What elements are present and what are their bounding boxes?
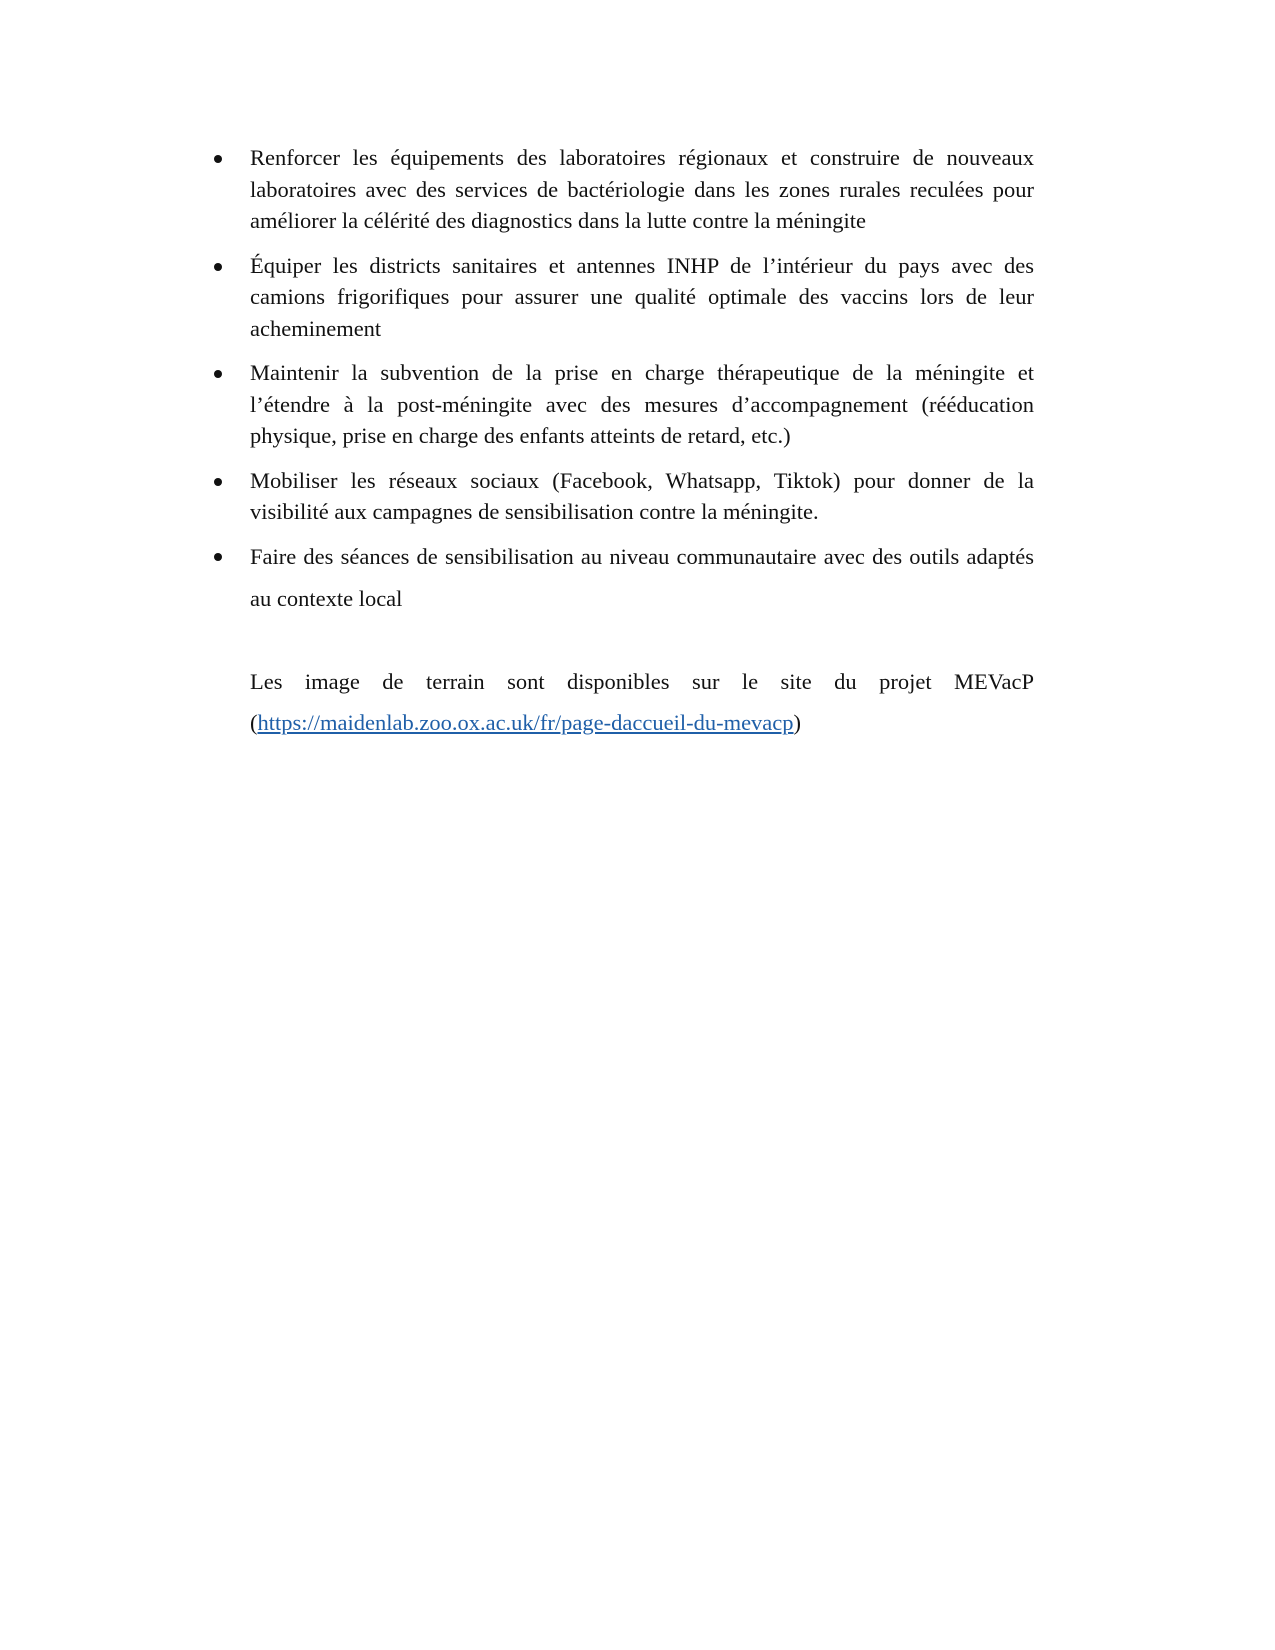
bullet-icon: [214, 155, 222, 163]
list-item-text: Renforcer les équipements des laboratoires régionaux et construire de nouveaux laboratoires avec des services de bactériologie dans les zones rurales reculées pour améliorer la célérité des diagnostics dans la lutte contre la méningite: [250, 145, 1034, 233]
bullet-icon: [214, 553, 222, 561]
closing-paragraph: [250, 661, 1034, 743]
list-item: [214, 142, 1034, 237]
list-item: [214, 536, 1034, 620]
list-item: [214, 357, 1034, 452]
project-site-link[interactable]: https://maidenlab.zoo.ox.ac.uk/fr/page-daccueil-du-mevacp: [257, 710, 794, 735]
bullet-icon: [214, 478, 222, 486]
close-paren: ): [793, 710, 802, 735]
list-item-text: Équiper les districts sanitaires et antennes INHP de l’intérieur du pays avec des camions frigorifiques pour assurer une qualité optimale des vaccins lors de leur acheminement: [250, 252, 1034, 341]
list-item-text: Mobiliser les réseaux sociaux (Facebook, Whatsapp, Tiktok) pour donner de la visibilité aux campagnes de sensibilisation contre la méningite.: [250, 467, 1034, 524]
recommendations-list: [214, 142, 1034, 633]
open-paren: (: [250, 710, 258, 735]
bullet-icon: [214, 370, 222, 378]
list-item: [214, 465, 1034, 528]
list-item: [214, 250, 1034, 345]
closing-text: Les image de terrain sont disponibles sur le site du projet MEVacP: [250, 669, 1034, 694]
list-item-text: Faire des séances de sensibilisation au niveau communautaire avec des outils adaptés au contexte local: [250, 543, 1034, 611]
bullet-icon: [214, 263, 222, 271]
list-item-text: Maintenir la subvention de la prise en charge thérapeutique de la méningite et l’étendre à la post-méningite avec des mesures d’accompagnement (rééducation physique, prise en charge des enfants atteints de retard, etc.): [250, 360, 1034, 448]
